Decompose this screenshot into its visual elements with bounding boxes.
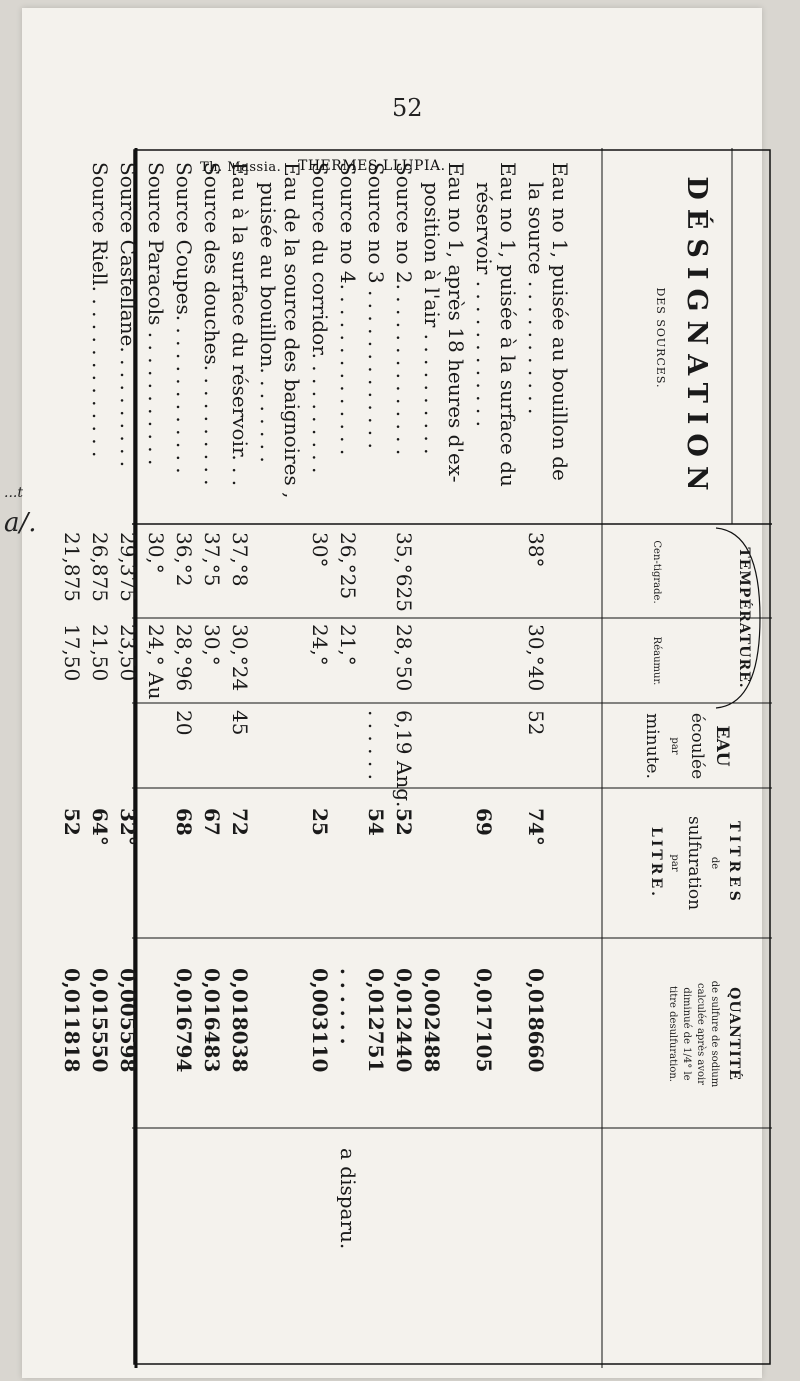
cell-reaumur: 24,° <box>308 624 332 666</box>
quantite-line2: de sulfure de sodium <box>709 980 720 1088</box>
cell-quantite: . . . . . . <box>336 968 360 1045</box>
eau-title: EAU <box>712 725 732 767</box>
row-designation: Source Riell. . . . . . . . . . . . . . <box>88 162 112 458</box>
row-designation: Source des douches. . . . . . . . . . <box>200 162 224 486</box>
quantite-title: QUANTITÉ <box>726 987 742 1081</box>
temperature-reaumur: Réaumur. <box>651 636 662 686</box>
designation-title: DÉSIGNATION <box>681 176 712 500</box>
row-designation: Eau de la source des baignoires , <box>280 162 304 499</box>
cell-quantite: 0,003110 <box>308 968 332 1073</box>
cell-eau: 20 <box>172 710 196 736</box>
cell-reaumur: 21,° <box>336 624 360 666</box>
row-designation-cont: la source . . . . . . . . . . . <box>524 182 548 415</box>
quantite-line4: diminué de 1/4° le <box>681 987 692 1081</box>
cell-centigrade: 38° <box>524 532 548 568</box>
margin-annotation: ...t <box>4 485 23 501</box>
cell-reaumur: 30,° <box>200 624 224 666</box>
cell-titre: 25 <box>308 808 332 836</box>
cell-note: a disparu. <box>336 1148 360 1250</box>
cell-reaumur: 30,°24 <box>228 624 252 692</box>
titres-line4: par <box>669 854 680 872</box>
row-designation-cont: position à l'air . . . . . . . . . . <box>420 182 444 455</box>
page-number: 52 <box>392 94 423 122</box>
titres-line3: sulfuration <box>684 815 704 911</box>
eau-line2: écoulée <box>687 712 707 780</box>
quantite-line5: titre desulfuration. <box>667 986 678 1082</box>
cell-titre: 52 <box>392 808 416 836</box>
cell-reaumur: 30,°40 <box>524 624 548 692</box>
cell-centigrade: 36,°2 <box>172 532 196 587</box>
cell-centigrade: 30° <box>308 532 332 568</box>
cell-titre: 52 <box>60 808 84 836</box>
cell-quantite: 0,005598 <box>116 968 140 1073</box>
cell-quantite: 0,016794 <box>172 968 196 1073</box>
titres-line2: de <box>709 856 720 870</box>
temperature-centigrade: Cen-tigrade. <box>651 540 662 604</box>
cell-quantite: 0,018038 <box>228 968 252 1073</box>
cell-quantite: 0,012440 <box>392 968 416 1073</box>
row-designation: Source no 4. . . . . . . . . . . . . . <box>336 162 360 456</box>
cell-titre: 54 <box>364 808 388 836</box>
cell-centigrade: 26,875 <box>88 532 112 602</box>
row-designation: Source no 3 . . . . . . . . . . . . . <box>364 162 388 449</box>
cell-quantite: 0,015550 <box>88 968 112 1073</box>
titres-line5: LITRE. <box>648 827 664 899</box>
row-designation-cont: puisée au bouillon. . . . . . . . <box>256 182 280 463</box>
row-designation: Source Castellane. . . . . . . . . . <box>116 162 140 468</box>
margin-annotation: a/. <box>4 508 37 538</box>
temperature-title: TEMPÉRATURE. <box>736 547 752 689</box>
cell-reaumur: 28,°96 <box>172 624 196 692</box>
cell-titre: 68 <box>172 808 196 836</box>
row-designation: Source Paracols . . . . . . . . . . . <box>144 162 168 466</box>
row-designation: Source Coupes. . . . . . . . . . . . . <box>172 162 196 474</box>
header-author-label: Th. Massia. <box>200 160 282 175</box>
cell-eau: 6,19 Ang. <box>392 710 416 808</box>
cell-eau: 45 <box>228 710 252 736</box>
cell-centigrade: 37,°8 <box>228 532 252 587</box>
cell-centigrade: 37,°5 <box>200 532 224 587</box>
cell-reaumur: 23,50 <box>116 624 140 682</box>
cell-quantite: 0,012751 <box>364 968 388 1073</box>
cell-reaumur: 21,50 <box>88 624 112 682</box>
header-title: THERMES LLUPIA. <box>298 158 446 174</box>
cell-quantite: 0,017105 <box>472 968 496 1073</box>
row-designation: Source no 2. . . . . . . . . . . . . . <box>392 162 416 456</box>
cell-quantite: 0,011818 <box>60 968 84 1073</box>
cell-titre: 74° <box>524 808 548 846</box>
cell-quantite: 0,016483 <box>200 968 224 1073</box>
cell-titre: 72 <box>228 808 252 836</box>
data-table <box>60 148 772 1368</box>
row-designation: Source du corridor. . . . . . . . . . <box>308 162 332 474</box>
titres-title: TITRES <box>726 821 742 905</box>
cell-quantite: 0,002488 <box>420 968 444 1073</box>
cell-titre: 64° <box>88 808 112 846</box>
designation-subtitle: DES SOURCES. <box>654 287 667 389</box>
cell-centigrade: 29,375 <box>116 532 140 602</box>
eau-line4: minute. <box>642 713 662 779</box>
cell-eau: . . . . . . <box>364 710 388 780</box>
cell-reaumur: 28,°50 <box>392 624 416 692</box>
quantite-line3: calculée après avoir <box>695 983 706 1085</box>
cell-centigrade: 35,°625 <box>392 532 416 612</box>
cell-eau: 52 <box>524 710 548 736</box>
cell-quantite: 0,018660 <box>524 968 548 1073</box>
cell-centigrade: 26,°25 <box>336 532 360 600</box>
cell-reaumur: 24,° Au <box>144 624 168 700</box>
cell-centigrade: 21,875 <box>60 532 84 602</box>
row-designation: Eau no 1, puisée à la surface du <box>496 162 520 487</box>
cell-titre: 69 <box>472 808 496 836</box>
row-designation-cont: réservoir . . . . . . . . . . . . <box>472 182 496 427</box>
cell-reaumur: 17,50 <box>60 624 84 682</box>
rotated-table <box>60 148 772 1368</box>
cell-centigrade: 30,° <box>144 532 168 574</box>
cell-titre: 32° <box>116 808 140 846</box>
row-designation: Eau à la surface du réservoir. . . <box>228 162 252 487</box>
eau-line3: par <box>669 737 680 755</box>
row-designation: Eau no 1, après 18 heures d'ex- <box>444 162 468 483</box>
row-designation: Eau no 1, puisée au bouillon de <box>548 162 572 481</box>
cell-titre: 67 <box>200 808 224 836</box>
